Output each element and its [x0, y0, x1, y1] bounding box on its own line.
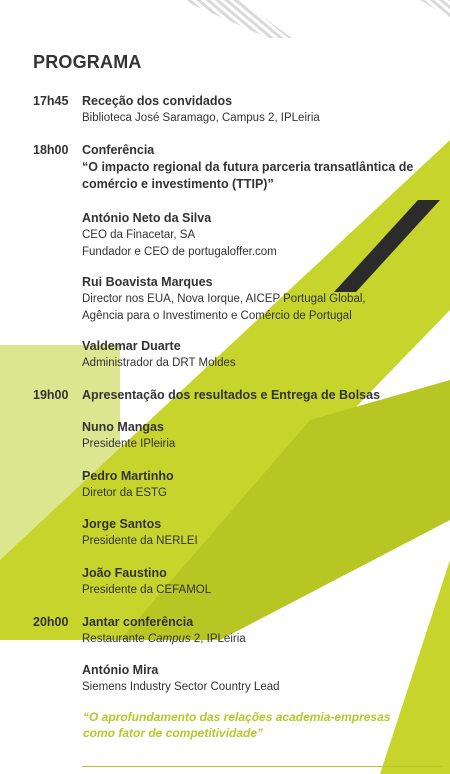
speaker-name: António Neto da Silva — [82, 211, 212, 225]
speaker-antonio-neto — [82, 210, 442, 261]
time-1800: 18h00 — [33, 143, 69, 157]
speaker-name: João Faustino — [82, 566, 167, 580]
speaker-name: Jorge Santos — [82, 517, 162, 531]
speaker-role: Fundador e CEO de portugaloffer.com — [82, 246, 277, 258]
speaker-rui-boavista — [82, 274, 442, 325]
closing-quote-line2: como fator de competitividade” — [83, 726, 264, 740]
conference-title-line2: comércio e investimento (TTIP)” — [82, 177, 274, 191]
event-location: Biblioteca José Saramago, Campus 2, IPLeiria — [82, 112, 320, 124]
event-heading: Conferência — [82, 143, 155, 157]
time-1900: 19h00 — [33, 388, 69, 402]
time-2000: 20h00 — [33, 615, 69, 629]
speaker-role: Presidente IPleiria — [82, 438, 176, 450]
venue-campus: Campus — [147, 633, 191, 645]
time-1745: 17h45 — [33, 94, 69, 108]
venue-prefix: Restaurante — [82, 633, 148, 645]
event-heading: Apresentação dos resultados e Entrega de Bolsas — [82, 388, 381, 402]
venue-suffix: 2, IPLeiria — [190, 633, 246, 645]
speaker-nuno-mangas — [82, 419, 442, 453]
speaker-role: CEO da Finacetar, SA — [82, 229, 196, 241]
event-heading: Jantar conferência — [82, 615, 194, 629]
event-dinner — [82, 614, 442, 648]
speaker-name: Valdemar Duarte — [82, 339, 181, 353]
event-heading: Receção dos convidados — [82, 94, 233, 108]
conference-title-line1: “O impacto regional da futura parceria transatlântica de — [82, 160, 414, 174]
speaker-antonio-mira — [82, 662, 442, 696]
page-title: PROGRAMA — [33, 52, 142, 72]
speaker-role: Director nos EUA, Nova Iorque, AICEP Portugal Global, — [82, 293, 366, 305]
speaker-name: Rui Boavista Marques — [82, 275, 213, 289]
speaker-name: Nuno Mangas — [82, 420, 164, 434]
speaker-role: Administrador da DRT Moldes — [82, 357, 236, 369]
speaker-role: Presidente da NERLEI — [82, 535, 198, 547]
bottom-divider — [82, 766, 442, 767]
speaker-pedro-martinho — [82, 468, 442, 502]
speaker-role: Diretor da ESTG — [82, 487, 167, 499]
speaker-joao-faustino — [82, 565, 442, 599]
closing-quote-line1: “O aprofundamento das relações academia-empresas — [83, 710, 391, 724]
speaker-name: Pedro Martinho — [82, 469, 174, 483]
event-conference — [82, 142, 442, 193]
speaker-jorge-santos — [82, 516, 442, 550]
speaker-role: Presidente da CEFAMOL — [82, 584, 212, 596]
speaker-role: Siemens Industry Sector Country Lead — [82, 681, 280, 693]
speaker-role: Agência para o Investimento e Comércio de Portugal — [82, 310, 352, 322]
event-reception — [82, 93, 442, 127]
event-location — [82, 631, 442, 648]
speaker-valdemar-duarte — [82, 338, 442, 372]
event-awards — [82, 387, 442, 404]
closing-quote — [83, 709, 443, 741]
speaker-name: António Mira — [82, 663, 159, 677]
